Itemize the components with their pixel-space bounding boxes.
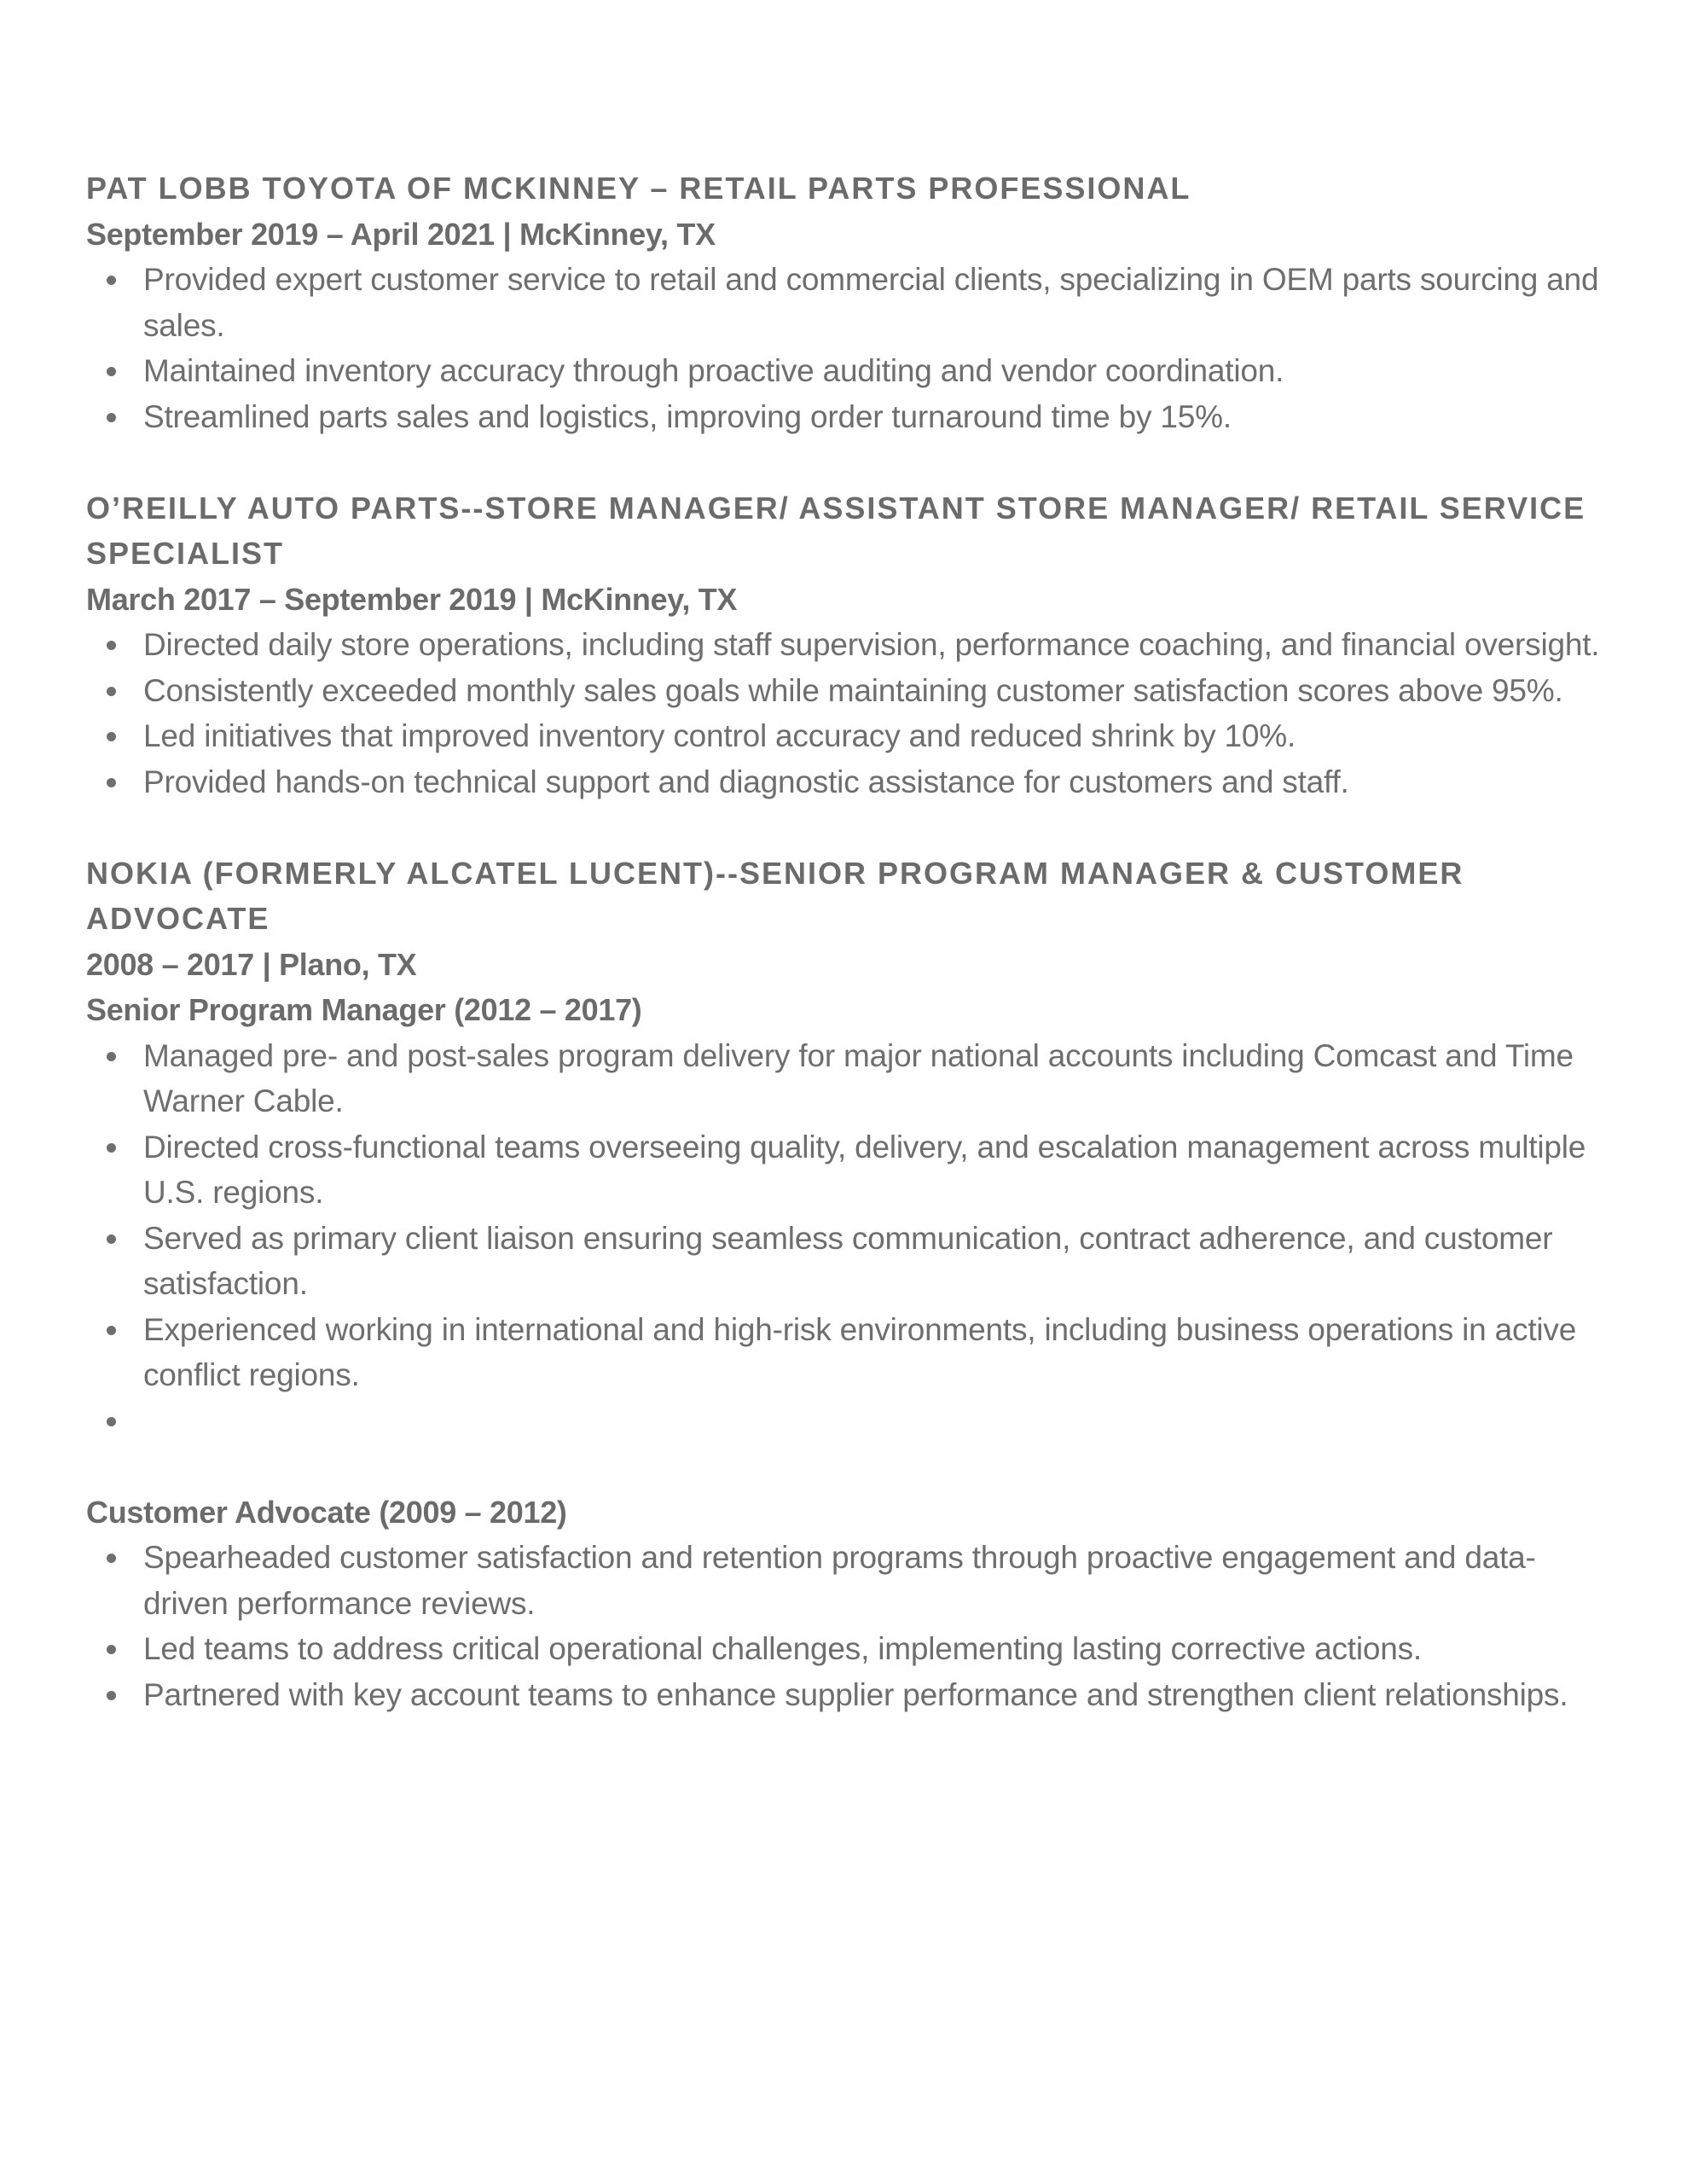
- job-oreilly: [86, 485, 1613, 805]
- job-pat-lobb-toyota: [86, 166, 1613, 439]
- bullet-list: [86, 1535, 1613, 1717]
- job-dates: 2008 – 2017 | Plano, TX: [86, 946, 417, 982]
- list-item: Provided expert customer service to retail and commercial clients, specializing in OEM parts sourcing and sales.: [143, 257, 1613, 348]
- role-title: Customer Advocate (2009 – 2012): [86, 1494, 567, 1530]
- bullet-list: [86, 622, 1613, 804]
- job-title: NOKIA (FORMERLY ALCATEL LUCENT)--SENIOR PROGRAM MANAGER & CUSTOMER ADVOCATE: [86, 855, 1464, 936]
- list-item: Consistently exceeded monthly sales goals while maintaining customer satisfaction scores above 95%.: [143, 668, 1613, 714]
- list-item: Led initiatives that improved inventory control accuracy and reduced shrink by 10%.: [143, 713, 1613, 759]
- resume-experience: [86, 166, 1613, 1717]
- job-title: PAT LOBB TOYOTA OF MCKINNEY – RETAIL PARTS PROFESSIONAL: [86, 171, 1191, 206]
- bullet-list: [86, 257, 1613, 439]
- list-item: Streamlined parts sales and logistics, improving order turnaround time by 15%.: [143, 394, 1613, 440]
- job-dates: March 2017 – September 2019 | McKinney, TX: [86, 581, 738, 617]
- list-item: Served as primary client liaison ensuring seamless communication, contract adherence, and customer satisfaction.: [143, 1216, 1613, 1307]
- list-item: Led teams to address critical operational challenges, implementing lasting corrective actions.: [143, 1626, 1613, 1672]
- list-item: Provided hands-on technical support and diagnostic assistance for customers and staff.: [143, 759, 1613, 805]
- job-nokia: [86, 851, 1613, 1718]
- list-item: Partnered with key account teams to enhance supplier performance and strengthen client relationships.: [143, 1672, 1613, 1718]
- list-item: Spearheaded customer satisfaction and retention programs through proactive engagement and data-driven performance reviews.: [143, 1535, 1613, 1626]
- job-title: O’REILLY AUTO PARTS--STORE MANAGER/ ASSISTANT STORE MANAGER/ RETAIL SERVICE SPECIALIST: [86, 490, 1586, 571]
- list-item-empty: [143, 1398, 1613, 1444]
- list-item: Directed cross-functional teams overseeing quality, delivery, and escalation management across multiple U.S. regions.: [143, 1124, 1613, 1216]
- job-dates: September 2019 – April 2021 | McKinney, TX: [86, 216, 716, 252]
- list-item: Directed daily store operations, including staff supervision, performance coaching, and financial oversight.: [143, 622, 1613, 668]
- list-item: Experienced working in international and high-risk environments, including business operations in active conflict regions.: [143, 1307, 1613, 1398]
- list-item: Maintained inventory accuracy through proactive auditing and vendor coordination.: [143, 348, 1613, 394]
- list-item: Managed pre- and post-sales program delivery for major national accounts including Comcast and Time Warner Cable.: [143, 1033, 1613, 1124]
- bullet-list: [86, 1033, 1613, 1444]
- role-title: Senior Program Manager (2012 – 2017): [86, 992, 642, 1027]
